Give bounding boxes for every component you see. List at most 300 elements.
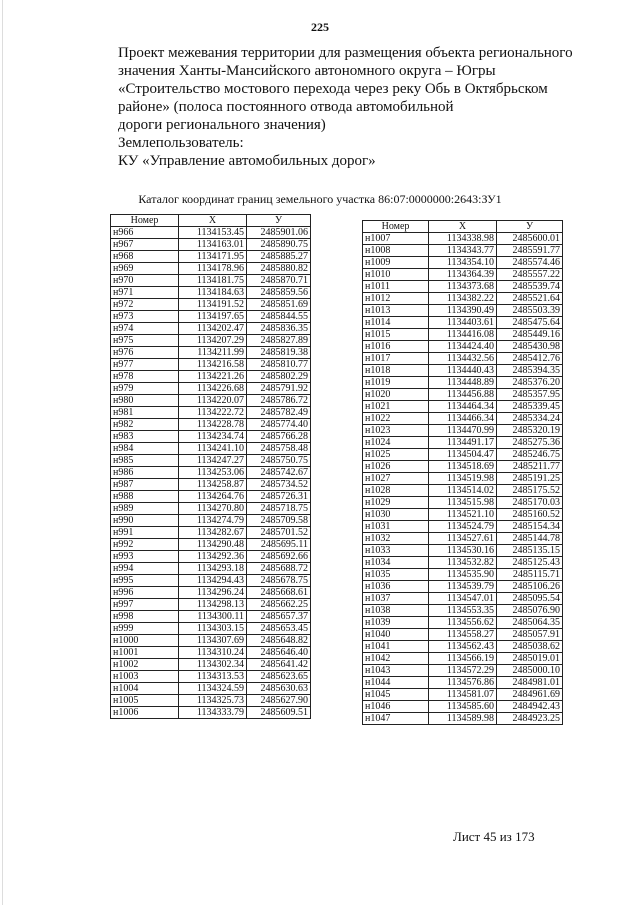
x-coordinate-cell: 1134290.48: [179, 539, 247, 551]
point-number-cell: н1037: [363, 593, 429, 605]
point-number-cell: н1029: [363, 497, 429, 509]
point-number-cell: н1031: [363, 521, 429, 533]
point-number-cell: н1004: [111, 683, 179, 695]
x-coordinate-cell: 1134585.60: [429, 701, 497, 713]
point-number-cell: н1002: [111, 659, 179, 671]
y-coordinate-cell: 2485880.82: [247, 263, 311, 275]
point-number-cell: н1047: [363, 713, 429, 725]
coordinates-table-left: [110, 214, 311, 719]
x-coordinate-cell: 1134547.01: [429, 593, 497, 605]
x-coordinate-cell: 1134293.18: [179, 563, 247, 575]
table-row: [111, 659, 311, 671]
y-coordinate-cell: 2485135.15: [497, 545, 563, 557]
point-number-cell: н1003: [111, 671, 179, 683]
header-y: У: [497, 221, 563, 233]
table-row: [363, 425, 563, 437]
table-row: [363, 509, 563, 521]
y-coordinate-cell: 2485630.63: [247, 683, 311, 695]
point-number-cell: н972: [111, 299, 179, 311]
table-row: [363, 653, 563, 665]
x-coordinate-cell: 1134197.65: [179, 311, 247, 323]
x-coordinate-cell: 1134382.22: [429, 293, 497, 305]
table-row: [111, 527, 311, 539]
point-number-cell: н979: [111, 383, 179, 395]
point-number-cell: н1034: [363, 557, 429, 569]
y-coordinate-cell: 2485503.39: [497, 305, 563, 317]
x-coordinate-cell: 1134448.89: [429, 377, 497, 389]
x-coordinate-cell: 1134302.34: [179, 659, 247, 671]
x-coordinate-cell: 1134191.52: [179, 299, 247, 311]
x-coordinate-cell: 1134466.34: [429, 413, 497, 425]
point-number-cell: н996: [111, 587, 179, 599]
table-header-row: [363, 221, 563, 233]
table-row: [111, 311, 311, 323]
table-row: [363, 257, 563, 269]
table-row: [363, 665, 563, 677]
table-row: [363, 389, 563, 401]
y-coordinate-cell: 2485064.35: [497, 617, 563, 629]
point-number-cell: н1001: [111, 647, 179, 659]
point-number-cell: н1020: [363, 389, 429, 401]
point-number-cell: н1008: [363, 245, 429, 257]
y-coordinate-cell: 2485750.75: [247, 455, 311, 467]
table-row: [363, 701, 563, 713]
y-coordinate-cell: 2485901.06: [247, 227, 311, 239]
x-coordinate-cell: 1134589.98: [429, 713, 497, 725]
y-coordinate-cell: 2485870.71: [247, 275, 311, 287]
y-coordinate-cell: 2485095.54: [497, 593, 563, 605]
table-row: [363, 377, 563, 389]
y-coordinate-cell: 2485668.61: [247, 587, 311, 599]
table-row: [111, 323, 311, 335]
sheet-counter: Лист 45 из 173: [453, 829, 535, 844]
title-line: районе» (полоса постоянного отвода автомобильной: [118, 99, 454, 115]
table-row: [111, 611, 311, 623]
y-coordinate-cell: 2485339.45: [497, 401, 563, 413]
x-coordinate-cell: 1134424.40: [429, 341, 497, 353]
y-coordinate-cell: 2485836.35: [247, 323, 311, 335]
x-coordinate-cell: 1134518.69: [429, 461, 497, 473]
y-coordinate-cell: 2485376.20: [497, 377, 563, 389]
x-coordinate-cell: 1134234.74: [179, 431, 247, 443]
table-row: [111, 275, 311, 287]
header-x: X: [179, 215, 247, 227]
x-coordinate-cell: 1134504.47: [429, 449, 497, 461]
table-row: [363, 545, 563, 557]
point-number-cell: н1041: [363, 641, 429, 653]
table-row: [111, 347, 311, 359]
point-number-cell: н1012: [363, 293, 429, 305]
x-coordinate-cell: 1134515.98: [429, 497, 497, 509]
table-row: [363, 557, 563, 569]
header-y: У: [247, 215, 311, 227]
y-coordinate-cell: 2485657.37: [247, 611, 311, 623]
point-number-cell: н971: [111, 287, 179, 299]
y-coordinate-cell: 2485000.10: [497, 665, 563, 677]
y-coordinate-cell: 2485334.24: [497, 413, 563, 425]
table-row: [363, 341, 563, 353]
point-number-cell: н1046: [363, 701, 429, 713]
point-number-cell: н1009: [363, 257, 429, 269]
y-coordinate-cell: 2484942.43: [497, 701, 563, 713]
x-coordinate-cell: 1134464.34: [429, 401, 497, 413]
x-coordinate-cell: 1134338.98: [429, 233, 497, 245]
x-coordinate-cell: 1134292.36: [179, 551, 247, 563]
x-coordinate-cell: 1134211.99: [179, 347, 247, 359]
x-coordinate-cell: 1134566.19: [429, 653, 497, 665]
x-coordinate-cell: 1134440.43: [429, 365, 497, 377]
y-coordinate-cell: 2485170.03: [497, 497, 563, 509]
x-coordinate-cell: 1134562.43: [429, 641, 497, 653]
y-coordinate-cell: 2485557.22: [497, 269, 563, 281]
point-number-cell: н1038: [363, 605, 429, 617]
y-coordinate-cell: 2485357.95: [497, 389, 563, 401]
table-row: [363, 605, 563, 617]
y-coordinate-cell: 2485154.34: [497, 521, 563, 533]
table-row: [111, 467, 311, 479]
point-number-cell: н981: [111, 407, 179, 419]
table-row: [111, 383, 311, 395]
y-coordinate-cell: 2485791.92: [247, 383, 311, 395]
y-coordinate-cell: 2485802.29: [247, 371, 311, 383]
y-coordinate-cell: 2485320.19: [497, 425, 563, 437]
y-coordinate-cell: 2485600.01: [497, 233, 563, 245]
x-coordinate-cell: 1134202.47: [179, 323, 247, 335]
y-coordinate-cell: 2485412.76: [497, 353, 563, 365]
point-number-cell: н1023: [363, 425, 429, 437]
x-coordinate-cell: 1134241.10: [179, 443, 247, 455]
header-number: Номер: [111, 215, 179, 227]
table-row: [111, 671, 311, 683]
table-row: [111, 251, 311, 263]
point-number-cell: н969: [111, 263, 179, 275]
x-coordinate-cell: 1134364.39: [429, 269, 497, 281]
table-row: [111, 587, 311, 599]
table-row: [363, 569, 563, 581]
x-coordinate-cell: 1134527.61: [429, 533, 497, 545]
x-coordinate-cell: 1134354.10: [429, 257, 497, 269]
x-coordinate-cell: 1134282.67: [179, 527, 247, 539]
x-coordinate-cell: 1134416.08: [429, 329, 497, 341]
table-row: [111, 647, 311, 659]
point-number-cell: н1040: [363, 629, 429, 641]
point-number-cell: н1036: [363, 581, 429, 593]
y-coordinate-cell: 2485851.69: [247, 299, 311, 311]
x-coordinate-cell: 1134456.88: [429, 389, 497, 401]
table-row: [111, 299, 311, 311]
y-coordinate-cell: 2485038.62: [497, 641, 563, 653]
point-number-cell: н1028: [363, 485, 429, 497]
x-coordinate-cell: 1134524.79: [429, 521, 497, 533]
y-coordinate-cell: 2485859.56: [247, 287, 311, 299]
document-title: [118, 44, 598, 170]
table-row: [111, 395, 311, 407]
x-coordinate-cell: 1134163.01: [179, 239, 247, 251]
x-coordinate-cell: 1134228.78: [179, 419, 247, 431]
table-row: [363, 437, 563, 449]
header-number: Номер: [363, 221, 429, 233]
y-coordinate-cell: 2484923.25: [497, 713, 563, 725]
table-row: [111, 515, 311, 527]
table-row: [363, 617, 563, 629]
y-coordinate-cell: 2485885.27: [247, 251, 311, 263]
point-number-cell: н1024: [363, 437, 429, 449]
x-coordinate-cell: 1134274.79: [179, 515, 247, 527]
point-number-cell: н966: [111, 227, 179, 239]
x-coordinate-cell: 1134300.11: [179, 611, 247, 623]
x-coordinate-cell: 1134572.29: [429, 665, 497, 677]
x-coordinate-cell: 1134514.02: [429, 485, 497, 497]
x-coordinate-cell: 1134216.58: [179, 359, 247, 371]
y-coordinate-cell: 2485782.49: [247, 407, 311, 419]
table-row: [363, 533, 563, 545]
x-coordinate-cell: 1134221.26: [179, 371, 247, 383]
point-number-cell: н1016: [363, 341, 429, 353]
y-coordinate-cell: 2485125.43: [497, 557, 563, 569]
y-coordinate-cell: 2485648.82: [247, 635, 311, 647]
y-coordinate-cell: 2485246.75: [497, 449, 563, 461]
y-coordinate-cell: 2485742.67: [247, 467, 311, 479]
y-coordinate-cell: 2485175.52: [497, 485, 563, 497]
x-coordinate-cell: 1134220.07: [179, 395, 247, 407]
y-coordinate-cell: 2485646.40: [247, 647, 311, 659]
y-coordinate-cell: 2485057.91: [497, 629, 563, 641]
y-coordinate-cell: 2485521.64: [497, 293, 563, 305]
x-coordinate-cell: 1134264.76: [179, 491, 247, 503]
x-coordinate-cell: 1134343.77: [429, 245, 497, 257]
table-row: [111, 623, 311, 635]
point-number-cell: н1010: [363, 269, 429, 281]
x-coordinate-cell: 1134535.90: [429, 569, 497, 581]
table-row: [111, 407, 311, 419]
x-coordinate-cell: 1134558.27: [429, 629, 497, 641]
table-body-left: [111, 227, 311, 719]
y-coordinate-cell: 2485106.26: [497, 581, 563, 593]
point-number-cell: н977: [111, 359, 179, 371]
table-row: [111, 551, 311, 563]
point-number-cell: н993: [111, 551, 179, 563]
table-row: [363, 713, 563, 725]
y-coordinate-cell: 2485475.64: [497, 317, 563, 329]
x-coordinate-cell: 1134521.10: [429, 509, 497, 521]
y-coordinate-cell: 2485191.25: [497, 473, 563, 485]
point-number-cell: н1007: [363, 233, 429, 245]
x-coordinate-cell: 1134324.59: [179, 683, 247, 695]
y-coordinate-cell: 2485709.58: [247, 515, 311, 527]
point-number-cell: н973: [111, 311, 179, 323]
y-coordinate-cell: 2485115.71: [497, 569, 563, 581]
point-number-cell: н970: [111, 275, 179, 287]
x-coordinate-cell: 1134296.24: [179, 587, 247, 599]
x-coordinate-cell: 1134373.68: [429, 281, 497, 293]
point-number-cell: н1006: [111, 707, 179, 719]
table-row: [363, 461, 563, 473]
table-row: [363, 317, 563, 329]
x-coordinate-cell: 1134470.99: [429, 425, 497, 437]
y-coordinate-cell: 2485734.52: [247, 479, 311, 491]
x-coordinate-cell: 1134171.95: [179, 251, 247, 263]
table-row: [111, 359, 311, 371]
point-number-cell: н991: [111, 527, 179, 539]
table-row: [363, 305, 563, 317]
point-number-cell: н1017: [363, 353, 429, 365]
x-coordinate-cell: 1134333.79: [179, 707, 247, 719]
x-coordinate-cell: 1134253.06: [179, 467, 247, 479]
table-row: [111, 707, 311, 719]
x-coordinate-cell: 1134307.69: [179, 635, 247, 647]
page-number: 225: [311, 20, 329, 34]
point-number-cell: н968: [111, 251, 179, 263]
title-line: «Строительство мостового перехода через реку Обь в Октябрьском: [118, 81, 548, 97]
catalog-caption: Каталог координат границ земельного участка 86:07:0000000:2643:ЗУ1: [138, 192, 502, 206]
point-number-cell: н1027: [363, 473, 429, 485]
y-coordinate-cell: 2485653.45: [247, 623, 311, 635]
table-row: [111, 371, 311, 383]
land-user-name: КУ «Управление автомобильных дорог»: [118, 153, 376, 169]
table-row: [111, 479, 311, 491]
point-number-cell: н1013: [363, 305, 429, 317]
x-coordinate-cell: 1134325.73: [179, 695, 247, 707]
point-number-cell: н999: [111, 623, 179, 635]
table-row: [363, 245, 563, 257]
y-coordinate-cell: 2485019.01: [497, 653, 563, 665]
table-row: [363, 365, 563, 377]
x-coordinate-cell: 1134298.13: [179, 599, 247, 611]
y-coordinate-cell: 2485890.75: [247, 239, 311, 251]
point-number-cell: н978: [111, 371, 179, 383]
coordinates-table-right: [362, 220, 563, 725]
y-coordinate-cell: 2485844.55: [247, 311, 311, 323]
x-coordinate-cell: 1134553.35: [429, 605, 497, 617]
y-coordinate-cell: 2485641.42: [247, 659, 311, 671]
y-coordinate-cell: 2485819.38: [247, 347, 311, 359]
x-coordinate-cell: 1134539.79: [429, 581, 497, 593]
y-coordinate-cell: 2485211.77: [497, 461, 563, 473]
title-line: значения Ханты-Мансийского автономного округа – Югры: [118, 63, 496, 79]
table-row: [363, 581, 563, 593]
x-coordinate-cell: 1134222.72: [179, 407, 247, 419]
y-coordinate-cell: 2485701.52: [247, 527, 311, 539]
y-coordinate-cell: 2485827.89: [247, 335, 311, 347]
y-coordinate-cell: 2485692.66: [247, 551, 311, 563]
point-number-cell: н1026: [363, 461, 429, 473]
table-row: [111, 455, 311, 467]
y-coordinate-cell: 2484981.01: [497, 677, 563, 689]
point-number-cell: н1014: [363, 317, 429, 329]
point-number-cell: н987: [111, 479, 179, 491]
table-row: [363, 281, 563, 293]
point-number-cell: н986: [111, 467, 179, 479]
table-row: [111, 575, 311, 587]
table-row: [111, 635, 311, 647]
y-coordinate-cell: 2485394.35: [497, 365, 563, 377]
point-number-cell: н992: [111, 539, 179, 551]
table-row: [363, 677, 563, 689]
point-number-cell: н995: [111, 575, 179, 587]
point-number-cell: н1035: [363, 569, 429, 581]
y-coordinate-cell: 2485766.28: [247, 431, 311, 443]
table-row: [363, 233, 563, 245]
table-row: [111, 239, 311, 251]
table-row: [363, 497, 563, 509]
x-coordinate-cell: 1134581.07: [429, 689, 497, 701]
header-x: X: [429, 221, 497, 233]
x-coordinate-cell: 1134310.24: [179, 647, 247, 659]
table-row: [111, 443, 311, 455]
table-row: [363, 413, 563, 425]
point-number-cell: н1015: [363, 329, 429, 341]
x-coordinate-cell: 1134258.87: [179, 479, 247, 491]
table-row: [363, 353, 563, 365]
point-number-cell: н1045: [363, 689, 429, 701]
point-number-cell: н1033: [363, 545, 429, 557]
point-number-cell: н976: [111, 347, 179, 359]
y-coordinate-cell: 2485430.98: [497, 341, 563, 353]
point-number-cell: н997: [111, 599, 179, 611]
point-number-cell: н1030: [363, 509, 429, 521]
y-coordinate-cell: 2485574.46: [497, 257, 563, 269]
point-number-cell: н1011: [363, 281, 429, 293]
y-coordinate-cell: 2485662.25: [247, 599, 311, 611]
point-number-cell: н1021: [363, 401, 429, 413]
table-row: [111, 335, 311, 347]
table-row: [111, 539, 311, 551]
table-row: [363, 641, 563, 653]
table-row: [111, 683, 311, 695]
y-coordinate-cell: 2485449.16: [497, 329, 563, 341]
point-number-cell: н1044: [363, 677, 429, 689]
x-coordinate-cell: 1134432.56: [429, 353, 497, 365]
title-line: дороги регионального значения): [118, 117, 326, 133]
y-coordinate-cell: 2485688.72: [247, 563, 311, 575]
x-coordinate-cell: 1134207.29: [179, 335, 247, 347]
table-row: [111, 563, 311, 575]
point-number-cell: н1005: [111, 695, 179, 707]
x-coordinate-cell: 1134226.68: [179, 383, 247, 395]
point-number-cell: н1018: [363, 365, 429, 377]
x-coordinate-cell: 1134390.49: [429, 305, 497, 317]
y-coordinate-cell: 2485275.36: [497, 437, 563, 449]
x-coordinate-cell: 1134576.86: [429, 677, 497, 689]
y-coordinate-cell: 2485774.40: [247, 419, 311, 431]
x-coordinate-cell: 1134491.17: [429, 437, 497, 449]
point-number-cell: н1022: [363, 413, 429, 425]
table-row: [363, 449, 563, 461]
table-row: [363, 629, 563, 641]
point-number-cell: н985: [111, 455, 179, 467]
table-row: [111, 599, 311, 611]
point-number-cell: н1019: [363, 377, 429, 389]
x-coordinate-cell: 1134532.82: [429, 557, 497, 569]
y-coordinate-cell: 2485160.52: [497, 509, 563, 521]
y-coordinate-cell: 2485726.31: [247, 491, 311, 503]
point-number-cell: н1025: [363, 449, 429, 461]
x-coordinate-cell: 1134530.16: [429, 545, 497, 557]
point-number-cell: н974: [111, 323, 179, 335]
table-row: [363, 521, 563, 533]
table-body-right: [363, 233, 563, 725]
table-row: [111, 431, 311, 443]
x-coordinate-cell: 1134519.98: [429, 473, 497, 485]
table-row: [363, 473, 563, 485]
table-row: [363, 485, 563, 497]
point-number-cell: н975: [111, 335, 179, 347]
y-coordinate-cell: 2484961.69: [497, 689, 563, 701]
point-number-cell: н1000: [111, 635, 179, 647]
title-line: Проект межевания территории для размещения объекта регионального: [118, 45, 573, 61]
x-coordinate-cell: 1134313.53: [179, 671, 247, 683]
point-number-cell: н994: [111, 563, 179, 575]
